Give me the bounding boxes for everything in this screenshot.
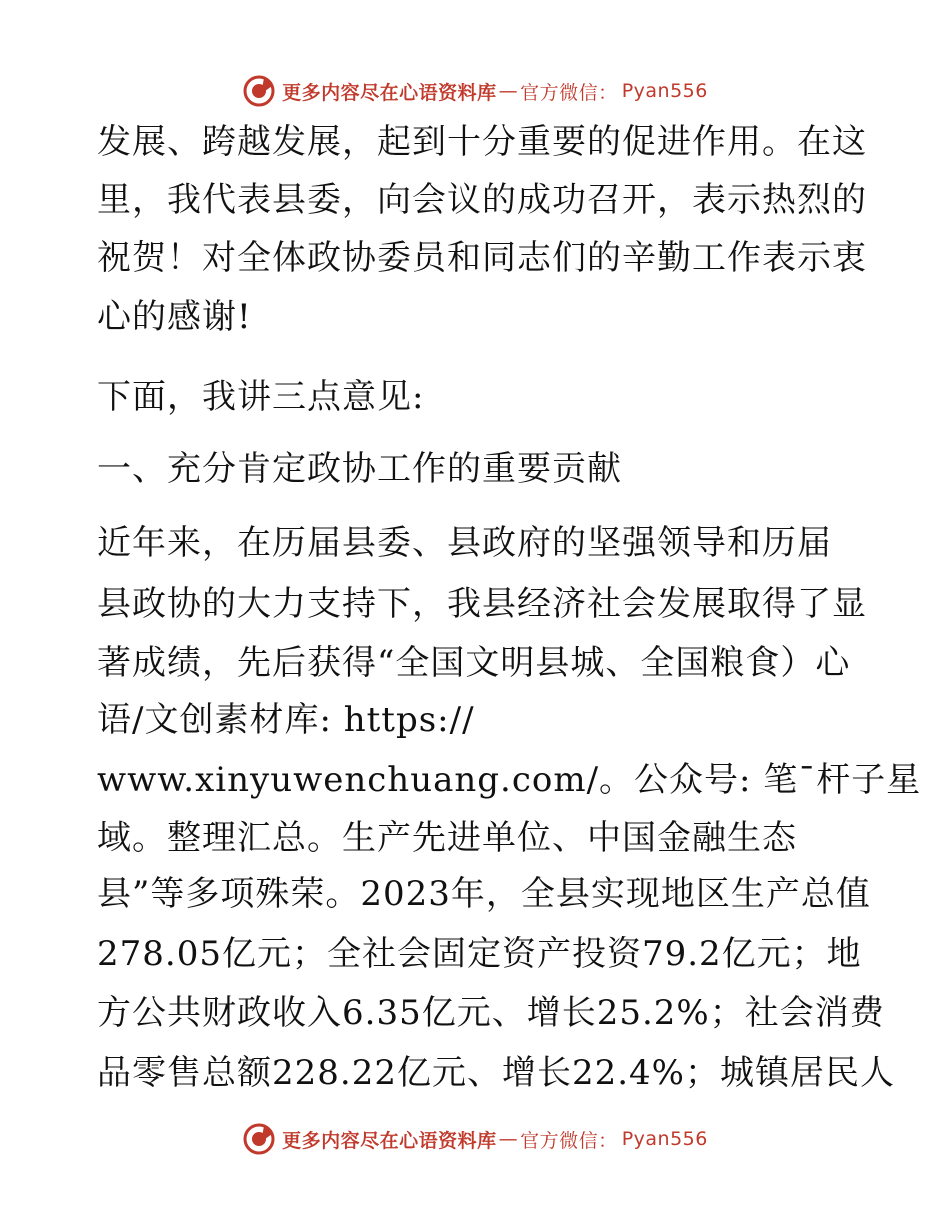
header-banner xyxy=(0,71,950,111)
body-line: 方公共财政收入6.35亿元、增长25.2%；社会消费 xyxy=(97,993,885,1033)
body-line: 县政协的大力支持下，我县经济社会发展取得了显 xyxy=(97,584,867,624)
header-banner-sub: 官方微信： xyxy=(520,81,618,104)
body-line: 县”等多项殊荣。2023年，全县实现地区生产总值 xyxy=(97,874,871,914)
body-line: 下面，我讲三点意见: xyxy=(97,377,425,417)
body-line: 品零售总额228.22亿元、增长22.4%；城镇居民人 xyxy=(97,1053,895,1093)
body-line: 发展、跨越发展，起到十分重要的促进作用。在这 xyxy=(97,122,867,162)
body-line: 语/文创素材库: https:// xyxy=(97,700,475,740)
brand-logo-icon xyxy=(242,1122,276,1156)
body-line: 近年来，在历届县委、县政府的坚强领导和历届 xyxy=(97,523,832,563)
header-banner-main: 更多内容尽在心语资料库 xyxy=(282,81,497,104)
header-banner-dash: — xyxy=(498,80,519,102)
footer-banner xyxy=(0,1119,950,1159)
footer-banner-main: 更多内容尽在心语资料库 xyxy=(282,1129,497,1152)
brand-logo-icon xyxy=(242,74,276,108)
body-line: www.xinyuwenchuang.com/。公众号: 笔¯杆子星 xyxy=(97,760,922,800)
header-banner-wechat: Pyan556 xyxy=(621,80,708,102)
body-line: 域。整理汇总。生产先进单位、中国金融生态 xyxy=(97,818,797,858)
body-line: 祝贺！对全体政协委员和同志们的辛勤工作表示衷 xyxy=(97,238,867,278)
body-line: 心的感谢! xyxy=(97,297,252,337)
body-line: 278.05亿元；全社会固定资产投资79.2亿元；地 xyxy=(97,934,862,974)
footer-banner-wechat: Pyan556 xyxy=(621,1128,708,1150)
footer-banner-dash: — xyxy=(498,1128,519,1150)
footer-banner-sub: 官方微信： xyxy=(520,1129,618,1152)
section-heading: 一、充分肯定政协工作的重要贡献 xyxy=(97,449,622,489)
body-line: 著成绩，先后获得“全国文明县城、全国粮食）心 xyxy=(97,643,851,683)
body-line: 里，我代表县委，向会议的成功召开，表示热烈的 xyxy=(97,180,867,220)
